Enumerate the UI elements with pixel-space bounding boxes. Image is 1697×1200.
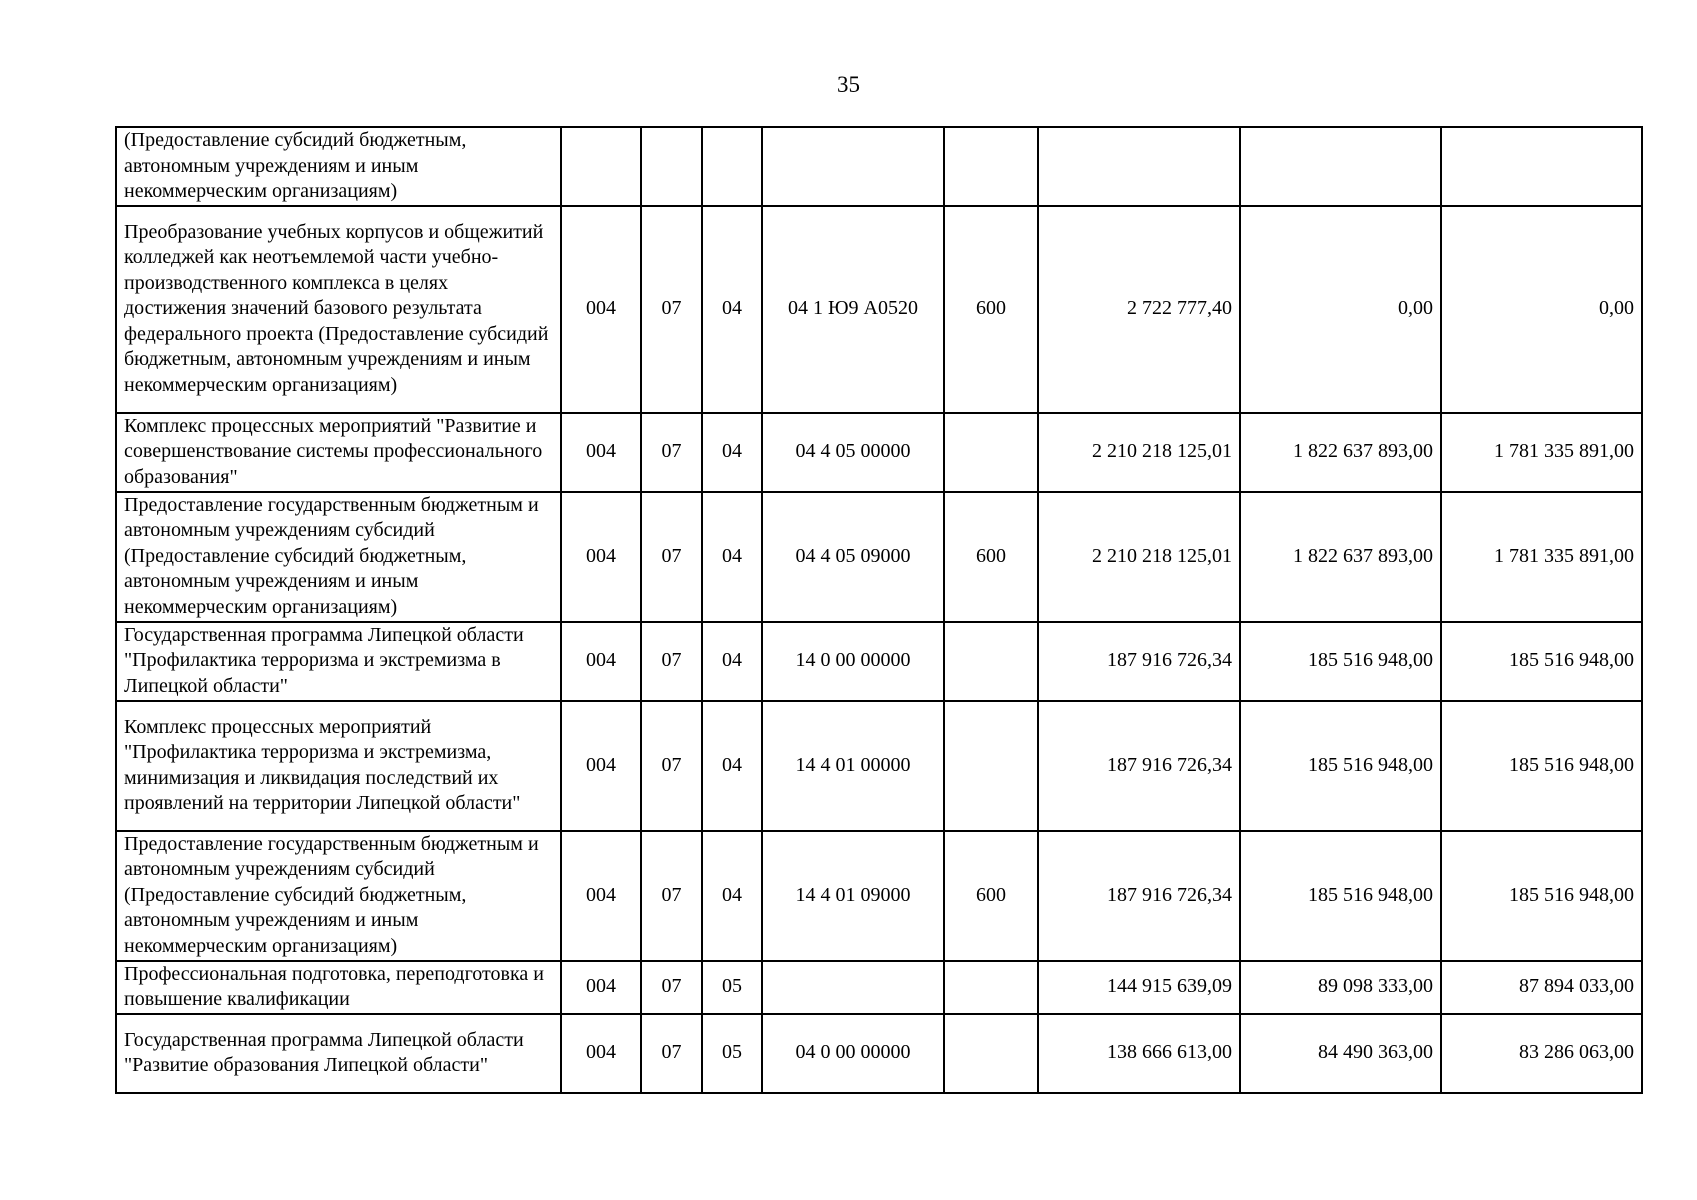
table-row bbox=[116, 127, 1642, 206]
row-section-code: 07 bbox=[641, 622, 702, 701]
row-amount-year-3: 87 894 033,00 bbox=[1441, 961, 1642, 1014]
row-amount-year-3: 1 781 335 891,00 bbox=[1441, 492, 1642, 622]
row-section-code: 07 bbox=[641, 701, 702, 831]
budget-table bbox=[115, 126, 1643, 1094]
row-amount-year-2: 89 098 333,00 bbox=[1240, 961, 1441, 1014]
row-section-code bbox=[641, 127, 702, 206]
row-expense-type bbox=[944, 127, 1038, 206]
row-name: Профессиональная подготовка, переподготовка и повышение квалификации bbox=[116, 961, 561, 1014]
row-amount-year-2: 1 822 637 893,00 bbox=[1240, 492, 1441, 622]
row-ved-code: 004 bbox=[561, 622, 641, 701]
row-amount-year-1 bbox=[1038, 127, 1240, 206]
row-subsection-code: 04 bbox=[702, 206, 762, 413]
row-subsection-code: 04 bbox=[702, 701, 762, 831]
row-expense-type bbox=[944, 413, 1038, 492]
row-target-article: 04 4 05 09000 bbox=[762, 492, 944, 622]
row-subsection-code: 04 bbox=[702, 831, 762, 961]
page-number: 35 bbox=[837, 72, 860, 97]
row-amount-year-1: 2 210 218 125,01 bbox=[1038, 413, 1240, 492]
row-amount-year-2: 0,00 bbox=[1240, 206, 1441, 413]
row-name: Комплекс процессных мероприятий "Развитие и совершенствование системы профессионального образования" bbox=[116, 413, 561, 492]
row-subsection-code: 04 bbox=[702, 492, 762, 622]
table-row bbox=[116, 1014, 1642, 1093]
row-section-code: 07 bbox=[641, 831, 702, 961]
table-row bbox=[116, 831, 1642, 961]
row-target-article: 14 0 00 00000 bbox=[762, 622, 944, 701]
row-section-code: 07 bbox=[641, 413, 702, 492]
row-amount-year-2: 1 822 637 893,00 bbox=[1240, 413, 1441, 492]
row-amount-year-2: 185 516 948,00 bbox=[1240, 622, 1441, 701]
row-amount-year-1: 138 666 613,00 bbox=[1038, 1014, 1240, 1093]
row-section-code: 07 bbox=[641, 206, 702, 413]
row-ved-code: 004 bbox=[561, 413, 641, 492]
row-amount-year-1: 144 915 639,09 bbox=[1038, 961, 1240, 1014]
row-expense-type: 600 bbox=[944, 492, 1038, 622]
row-amount-year-3: 185 516 948,00 bbox=[1441, 701, 1642, 831]
row-amount-year-3: 185 516 948,00 bbox=[1441, 831, 1642, 961]
table-row bbox=[116, 622, 1642, 701]
row-subsection-code: 04 bbox=[702, 622, 762, 701]
row-name: Преобразование учебных корпусов и общежитий колледжей как неотъемлемой части учебно-производственного комплекса в целях достижения значений базового результата федерального проекта (Предоставление субсидий бюджетным, автономным учреждениям и иным некоммерческим организациям) bbox=[116, 206, 561, 413]
row-name: (Предоставление субсидий бюджетным, автономным учреждениям и иным некоммерческим организациям) bbox=[116, 127, 561, 206]
row-ved-code bbox=[561, 127, 641, 206]
row-ved-code: 004 bbox=[561, 206, 641, 413]
row-name: Предоставление государственным бюджетным и автономным учреждениям субсидий (Предоставление субсидий бюджетным, автономным учреждениям и иным некоммерческим организациям) bbox=[116, 831, 561, 961]
table-row bbox=[116, 492, 1642, 622]
row-amount-year-1: 187 916 726,34 bbox=[1038, 622, 1240, 701]
row-subsection-code: 05 bbox=[702, 1014, 762, 1093]
row-ved-code: 004 bbox=[561, 961, 641, 1014]
table-row bbox=[116, 206, 1642, 413]
row-expense-type bbox=[944, 1014, 1038, 1093]
row-amount-year-2: 185 516 948,00 bbox=[1240, 701, 1441, 831]
row-amount-year-3: 0,00 bbox=[1441, 206, 1642, 413]
row-expense-type bbox=[944, 622, 1038, 701]
row-subsection-code: 04 bbox=[702, 413, 762, 492]
row-target-article: 14 4 01 00000 bbox=[762, 701, 944, 831]
row-name: Государственная программа Липецкой области "Развитие образования Липецкой области" bbox=[116, 1014, 561, 1093]
row-expense-type: 600 bbox=[944, 831, 1038, 961]
row-expense-type bbox=[944, 701, 1038, 831]
row-section-code: 07 bbox=[641, 961, 702, 1014]
row-amount-year-2: 185 516 948,00 bbox=[1240, 831, 1441, 961]
row-target-article bbox=[762, 961, 944, 1014]
row-name: Предоставление государственным бюджетным и автономным учреждениям субсидий (Предоставление субсидий бюджетным, автономным учреждениям и иным некоммерческим организациям) bbox=[116, 492, 561, 622]
row-section-code: 07 bbox=[641, 492, 702, 622]
row-amount-year-3: 83 286 063,00 bbox=[1441, 1014, 1642, 1093]
row-name: Государственная программа Липецкой области "Профилактика терроризма и экстремизма в Липецкой области" bbox=[116, 622, 561, 701]
row-subsection-code: 05 bbox=[702, 961, 762, 1014]
row-amount-year-1: 187 916 726,34 bbox=[1038, 831, 1240, 961]
row-target-article: 04 4 05 00000 bbox=[762, 413, 944, 492]
row-name: Комплекс процессных мероприятий "Профилактика терроризма и экстремизма, минимизация и ликвидация последствий их проявлений на территории Липецкой области" bbox=[116, 701, 561, 831]
table-row bbox=[116, 413, 1642, 492]
row-amount-year-1: 2 210 218 125,01 bbox=[1038, 492, 1240, 622]
row-section-code: 07 bbox=[641, 1014, 702, 1093]
row-expense-type: 600 bbox=[944, 206, 1038, 413]
row-amount-year-2: 84 490 363,00 bbox=[1240, 1014, 1441, 1093]
row-subsection-code bbox=[702, 127, 762, 206]
row-target-article bbox=[762, 127, 944, 206]
row-expense-type bbox=[944, 961, 1038, 1014]
row-target-article: 14 4 01 09000 bbox=[762, 831, 944, 961]
row-amount-year-1: 2 722 777,40 bbox=[1038, 206, 1240, 413]
table-row bbox=[116, 701, 1642, 831]
table-row bbox=[116, 961, 1642, 1014]
row-amount-year-3: 1 781 335 891,00 bbox=[1441, 413, 1642, 492]
row-target-article: 04 0 00 00000 bbox=[762, 1014, 944, 1093]
row-amount-year-3: 185 516 948,00 bbox=[1441, 622, 1642, 701]
row-amount-year-1: 187 916 726,34 bbox=[1038, 701, 1240, 831]
row-ved-code: 004 bbox=[561, 492, 641, 622]
row-ved-code: 004 bbox=[561, 701, 641, 831]
row-ved-code: 004 bbox=[561, 831, 641, 961]
row-ved-code: 004 bbox=[561, 1014, 641, 1093]
row-target-article: 04 1 Ю9 А0520 bbox=[762, 206, 944, 413]
row-amount-year-3 bbox=[1441, 127, 1642, 206]
row-amount-year-2 bbox=[1240, 127, 1441, 206]
